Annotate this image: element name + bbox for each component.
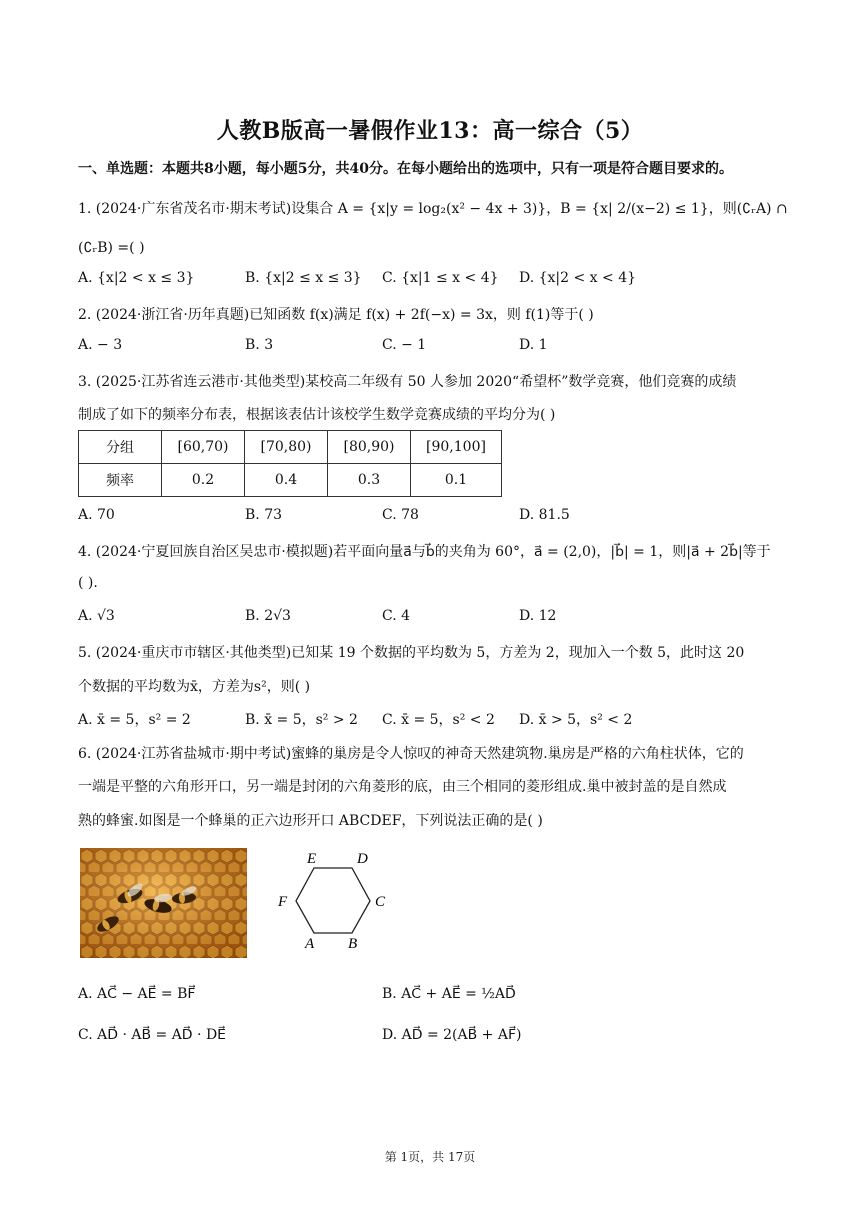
question-5-line-1: 5. (2024·重庆市市辖区·其他类型)已知某 19 个数据的平均数为 5，方差为 2，现加入一个数 5，此时这 20 bbox=[78, 645, 745, 661]
q1-option-a: A. {x|2 < x ≤ 3} bbox=[78, 270, 195, 286]
honeycomb-photo bbox=[80, 848, 247, 958]
table-cell: 0.4 bbox=[245, 464, 328, 497]
q5-option-b: B. x̄ = 5，s² > 2 bbox=[245, 712, 358, 728]
q3-option-b: B. 73 bbox=[245, 507, 283, 523]
question-3-line-1: 3. (2025·江苏省连云港市·其他类型)某校高二年级有 50 人参加 2020“希望杯”数学竞赛，他们竞赛的成绩 bbox=[78, 374, 737, 390]
q2-option-d: D. 1 bbox=[519, 337, 548, 353]
table-cell: [70,80) bbox=[245, 431, 328, 464]
q5-option-a: A. x̄ = 5，s² = 2 bbox=[78, 712, 191, 728]
frequency-table bbox=[78, 430, 502, 497]
q3-option-d: D. 81.5 bbox=[519, 507, 570, 523]
section-heading: 一、单选题：本题共8小题，每小题5分，共40分。在每小题给出的选项中，只有一项是符合题目要求的。 bbox=[78, 161, 733, 177]
page-title: 人教B版高一暑假作业13：高一综合（5） bbox=[216, 118, 644, 144]
q2-option-a: A. − 3 bbox=[78, 337, 123, 353]
table-cell: 0.2 bbox=[162, 464, 245, 497]
table-cell: [60,70) bbox=[162, 431, 245, 464]
hex-label-f: F bbox=[278, 894, 288, 910]
table-cell: 0.3 bbox=[328, 464, 411, 497]
question-1-line-1: 1. (2024·广东省茂名市·期末考试)设集合 A = {x|y = log₂(x² − 4x + 3)}，B = {x| 2/(x−2) ≤ 1}，则(∁ᵣA) ∩ bbox=[78, 201, 788, 217]
q5-option-c: C. x̄ = 5，s² < 2 bbox=[382, 712, 495, 728]
q4-option-b: B. 2√3 bbox=[245, 608, 291, 624]
q1-option-d: D. {x|2 < x < 4} bbox=[519, 270, 637, 286]
q6-option-c: C. AD⃗ · AB⃗ = AD⃗ · DE⃗ bbox=[78, 1027, 227, 1043]
q2-option-c: C. − 1 bbox=[382, 337, 427, 353]
question-3-line-2: 制成了如下的频率分布表，根据该表估计该校学生数学竞赛成绩的平均分为( ) bbox=[78, 407, 556, 423]
q4-option-c: C. 4 bbox=[382, 608, 411, 624]
question-6-line-1: 6. (2024·江苏省盐城市·期中考试)蜜蜂的巢房是令人惊叹的神奇天然建筑物.巢房是严格的六角柱状体，它的 bbox=[78, 746, 744, 762]
table-row bbox=[79, 464, 502, 497]
table-row bbox=[79, 431, 502, 464]
question-1-line-2: (∁ᵣB) =( ) bbox=[78, 240, 145, 256]
table-cell: [90,100] bbox=[411, 431, 502, 464]
q3-option-c: C. 78 bbox=[382, 507, 419, 523]
q6-option-a: A. AC⃗ − AE⃗ = BF⃗ bbox=[78, 986, 196, 1002]
hexagon-diagram bbox=[272, 846, 402, 956]
question-4-line-1: 4. (2024·宁夏回族自治区吴忠市·模拟题)若平面向量a⃗与b⃗的夹角为 60°，a⃗ = (2,0)，|b⃗| = 1，则|a⃗ + 2b⃗|等于 bbox=[78, 544, 771, 560]
hex-label-d: D bbox=[357, 851, 368, 867]
hex-label-b: B bbox=[348, 936, 358, 952]
question-6-line-2: 一端是平整的六角形开口，另一端是封闭的六角菱形的底，由三个相同的菱形组成.巢中被封盖的是自然成 bbox=[78, 779, 727, 795]
hex-label-e: E bbox=[307, 851, 317, 867]
q4-option-a: A. √3 bbox=[78, 608, 115, 624]
table-cell: 频率 bbox=[79, 464, 162, 497]
q2-option-b: B. 3 bbox=[245, 337, 274, 353]
q6-option-b: B. AC⃗ + AE⃗ = ½AD⃗ bbox=[382, 986, 516, 1002]
table-cell: 分组 bbox=[79, 431, 162, 464]
table-cell: 0.1 bbox=[411, 464, 502, 497]
q6-option-d: D. AD⃗ = 2(AB⃗ + AF⃗) bbox=[382, 1027, 522, 1043]
q4-option-d: D. 12 bbox=[519, 608, 557, 624]
table-cell: [80,90) bbox=[328, 431, 411, 464]
page-footer: 第 1页，共 17页 bbox=[384, 1150, 476, 1164]
question-4-line-2: ( ). bbox=[78, 575, 98, 591]
question-2-line-1: 2. (2024·浙江省·历年真题)已知函数 f(x)满足 f(x) + 2f(−x) = 3x，则 f(1)等于( ) bbox=[78, 307, 594, 323]
question-5-line-2: 个数据的平均数为x̄，方差为s²，则( ) bbox=[78, 679, 311, 695]
hexagon-shape bbox=[296, 868, 370, 933]
question-6-line-3: 熟的蜂蜜.如图是一个蜂巢的正六边形开口 ABCDEF，下列说法正确的是( ) bbox=[78, 813, 543, 829]
hex-label-c: C bbox=[375, 894, 386, 910]
q1-option-b: B. {x|2 ≤ x ≤ 3} bbox=[245, 270, 362, 286]
hex-label-a: A bbox=[305, 936, 315, 952]
q1-option-c: C. {x|1 ≤ x < 4} bbox=[382, 270, 499, 286]
q5-option-d: D. x̄ > 5，s² < 2 bbox=[519, 712, 633, 728]
q3-option-a: A. 70 bbox=[78, 507, 115, 523]
